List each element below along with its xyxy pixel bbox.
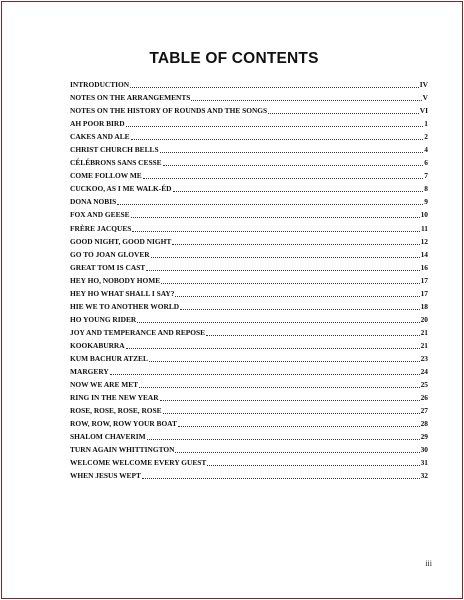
- toc-entry-page: 24: [420, 367, 428, 377]
- toc-entry-title: RING IN THE NEW YEAR: [70, 393, 159, 403]
- toc-dot-leader: [126, 339, 420, 349]
- toc-entry-title: INTRODUCTION: [70, 80, 130, 89]
- toc-entry[interactable]: [70, 365, 428, 378]
- toc-entry[interactable]: [70, 156, 428, 169]
- toc-entry-title: WELCOME WELCOME EVERY GUEST: [70, 458, 207, 468]
- toc-entry-page: 31: [420, 458, 428, 468]
- toc-entry-title: WHEN JESUS WEPT: [70, 471, 141, 481]
- toc-entry-page: 23: [420, 353, 428, 363]
- toc-dot-leader: [175, 443, 419, 453]
- toc-entry-page: 28: [420, 419, 428, 429]
- toc-entry-page: IV: [419, 80, 428, 89]
- toc-entry[interactable]: [70, 391, 428, 404]
- toc-entry[interactable]: [70, 326, 428, 339]
- toc-entry-title: CHRIST CHURCH BELLS: [70, 145, 159, 155]
- toc-dot-leader: [161, 274, 419, 284]
- toc-entry[interactable]: [70, 104, 428, 117]
- toc-entry[interactable]: [70, 208, 428, 221]
- toc-entry-title: KOOKABURRA: [70, 340, 125, 350]
- toc-entry[interactable]: [70, 313, 428, 326]
- toc-dot-leader: [206, 326, 420, 336]
- toc-entry-title: COME FOLLOW ME: [70, 171, 142, 181]
- toc-entry[interactable]: [70, 456, 428, 469]
- toc-entry-page: 11: [421, 223, 428, 233]
- toc-dot-leader: [142, 469, 420, 479]
- toc-entry-page: 6: [424, 158, 428, 168]
- toc-entry-title: MARGERY: [70, 367, 109, 377]
- toc-entry[interactable]: [70, 130, 428, 143]
- toc-entry-page: 12: [420, 236, 428, 246]
- toc-dot-leader: [160, 143, 424, 153]
- toc-entry[interactable]: [70, 91, 428, 104]
- toc-entry[interactable]: [70, 143, 428, 156]
- toc-entry-title: DONA NOBIS: [70, 197, 117, 207]
- page-number: iii: [425, 559, 432, 568]
- toc-dot-leader: [268, 104, 419, 114]
- toc-dot-leader: [126, 117, 424, 127]
- toc-entry-page: VI: [419, 106, 428, 116]
- toc-dot-leader: [110, 365, 420, 375]
- toc-entry[interactable]: [70, 430, 428, 443]
- toc-dot-leader: [137, 313, 419, 323]
- toc-entry-title: HIE WE TO ANOTHER WORLD: [70, 301, 180, 311]
- toc-entry-page: 21: [420, 340, 428, 350]
- toc-dot-leader: [163, 404, 420, 414]
- toc-entry-title: JOY AND TEMPERANCE AND REPOSE: [70, 327, 206, 337]
- toc-entry[interactable]: [70, 378, 428, 391]
- toc-dot-leader: [131, 130, 424, 140]
- toc-entry[interactable]: [70, 469, 428, 482]
- toc-dot-leader: [117, 195, 423, 205]
- toc-dot-leader: [207, 456, 419, 466]
- toc-dot-leader: [147, 430, 420, 440]
- toc-dot-leader: [143, 169, 424, 179]
- toc-entry-title: CUCKOO, AS I ME WALK-ÉD: [70, 184, 172, 194]
- toc-dot-leader: [172, 235, 419, 245]
- toc-entry-title: NOTES ON THE ARRANGEMENTS: [70, 93, 191, 103]
- toc-entry-page: V: [422, 93, 428, 103]
- toc-dot-leader: [149, 352, 420, 362]
- toc-entry-page: 7: [424, 171, 428, 181]
- toc-entry-page: 25: [420, 380, 428, 390]
- toc-dot-leader: [132, 222, 420, 232]
- toc-entry-page: 27: [420, 406, 428, 416]
- toc-entry[interactable]: [70, 261, 428, 274]
- page-title: TABLE OF CONTENTS: [149, 50, 319, 67]
- toc-entry-page: 8: [424, 184, 428, 194]
- toc-entry[interactable]: [70, 287, 428, 300]
- toc-dot-leader: [163, 156, 424, 166]
- toc-entry[interactable]: [70, 78, 428, 91]
- toc-entry[interactable]: [70, 404, 428, 417]
- toc-dot-leader: [151, 248, 420, 258]
- toc-entry-title: AH POOR BIRD: [70, 119, 125, 129]
- toc-entry[interactable]: [70, 248, 428, 261]
- toc-entry-page: 18: [420, 301, 428, 311]
- toc-entry-title: GOOD NIGHT, GOOD NIGHT: [70, 236, 172, 246]
- toc-dot-leader: [175, 287, 419, 297]
- toc-entry-page: 9: [424, 197, 428, 207]
- toc-entry[interactable]: [70, 443, 428, 456]
- toc-entry-title: FOX AND GEESE: [70, 210, 130, 220]
- toc-entry[interactable]: [70, 195, 428, 208]
- toc-dot-leader: [130, 78, 419, 88]
- toc-dot-leader: [146, 261, 419, 271]
- toc-entry-title: TURN AGAIN WHITTINGTON: [70, 445, 175, 455]
- toc-entry[interactable]: [70, 300, 428, 313]
- toc-entry[interactable]: [70, 182, 428, 195]
- toc-dot-leader: [160, 391, 420, 401]
- toc-entry-page: 14: [420, 249, 428, 259]
- toc-dot-leader: [191, 91, 421, 101]
- toc-entry-page: 17: [420, 275, 428, 285]
- toc-entry-page: 1: [424, 119, 428, 129]
- toc-entry[interactable]: [70, 222, 428, 235]
- toc-entry-title: NOW WE ARE MET: [70, 380, 139, 390]
- toc-entry-title: KUM BACHUR ATZEL: [70, 353, 148, 363]
- toc-entry-title: HEY HO, NOBODY HOME: [70, 275, 161, 285]
- toc-entry-title: FRÈRE JACQUES: [70, 223, 132, 233]
- toc-entry[interactable]: [70, 417, 428, 430]
- toc-entry-page: 29: [420, 432, 428, 442]
- toc-entry-page: 2: [424, 132, 428, 142]
- toc-dot-leader: [131, 208, 420, 218]
- toc-entry-title: GREAT TOM IS CAST: [70, 262, 146, 272]
- toc-entry[interactable]: [70, 352, 428, 365]
- page-frame: [1, 1, 463, 599]
- toc-entry-page: 26: [420, 393, 428, 403]
- toc-dot-leader: [178, 417, 420, 427]
- toc-entry[interactable]: [70, 169, 428, 182]
- toc-entry[interactable]: [70, 117, 428, 130]
- toc-dot-leader: [173, 182, 424, 192]
- toc-entry[interactable]: [70, 339, 428, 352]
- toc-entry-page: 10: [420, 210, 428, 220]
- toc-entry-page: 30: [420, 445, 428, 455]
- toc-entry-page: 4: [424, 145, 428, 155]
- toc-entry-page: 21: [420, 327, 428, 337]
- toc-entry-title: NOTES ON THE HISTORY OF ROUNDS AND THE SONGS: [70, 106, 268, 116]
- toc-entry-title: GO TO JOAN GLOVER: [70, 249, 150, 259]
- toc-entry-title: HO YOUNG RIDER: [70, 314, 137, 324]
- toc-dot-leader: [180, 300, 419, 310]
- toc-entry-page: 20: [420, 314, 428, 324]
- toc-entry-page: 16: [420, 262, 428, 272]
- toc-entry-title: SHALOM CHAVERIM: [70, 432, 146, 442]
- toc-entry[interactable]: [70, 235, 428, 248]
- toc-dot-leader: [139, 378, 420, 388]
- toc-entry-title: CAKES AND ALE: [70, 132, 130, 142]
- toc-entry-page: 32: [420, 471, 428, 481]
- toc-entry[interactable]: [70, 274, 428, 287]
- toc-entry-title: CÉLÉBRONS SANS CESSE: [70, 158, 162, 168]
- toc-entry-title: ROSE, ROSE, ROSE, ROSE: [70, 406, 162, 416]
- table-of-contents: [70, 78, 428, 482]
- toc-entry-title: ROW, ROW, ROW YOUR BOAT: [70, 419, 177, 429]
- toc-entry-title: HEY HO WHAT SHALL I SAY?: [70, 288, 175, 298]
- toc-entry-page: 17: [420, 288, 428, 298]
